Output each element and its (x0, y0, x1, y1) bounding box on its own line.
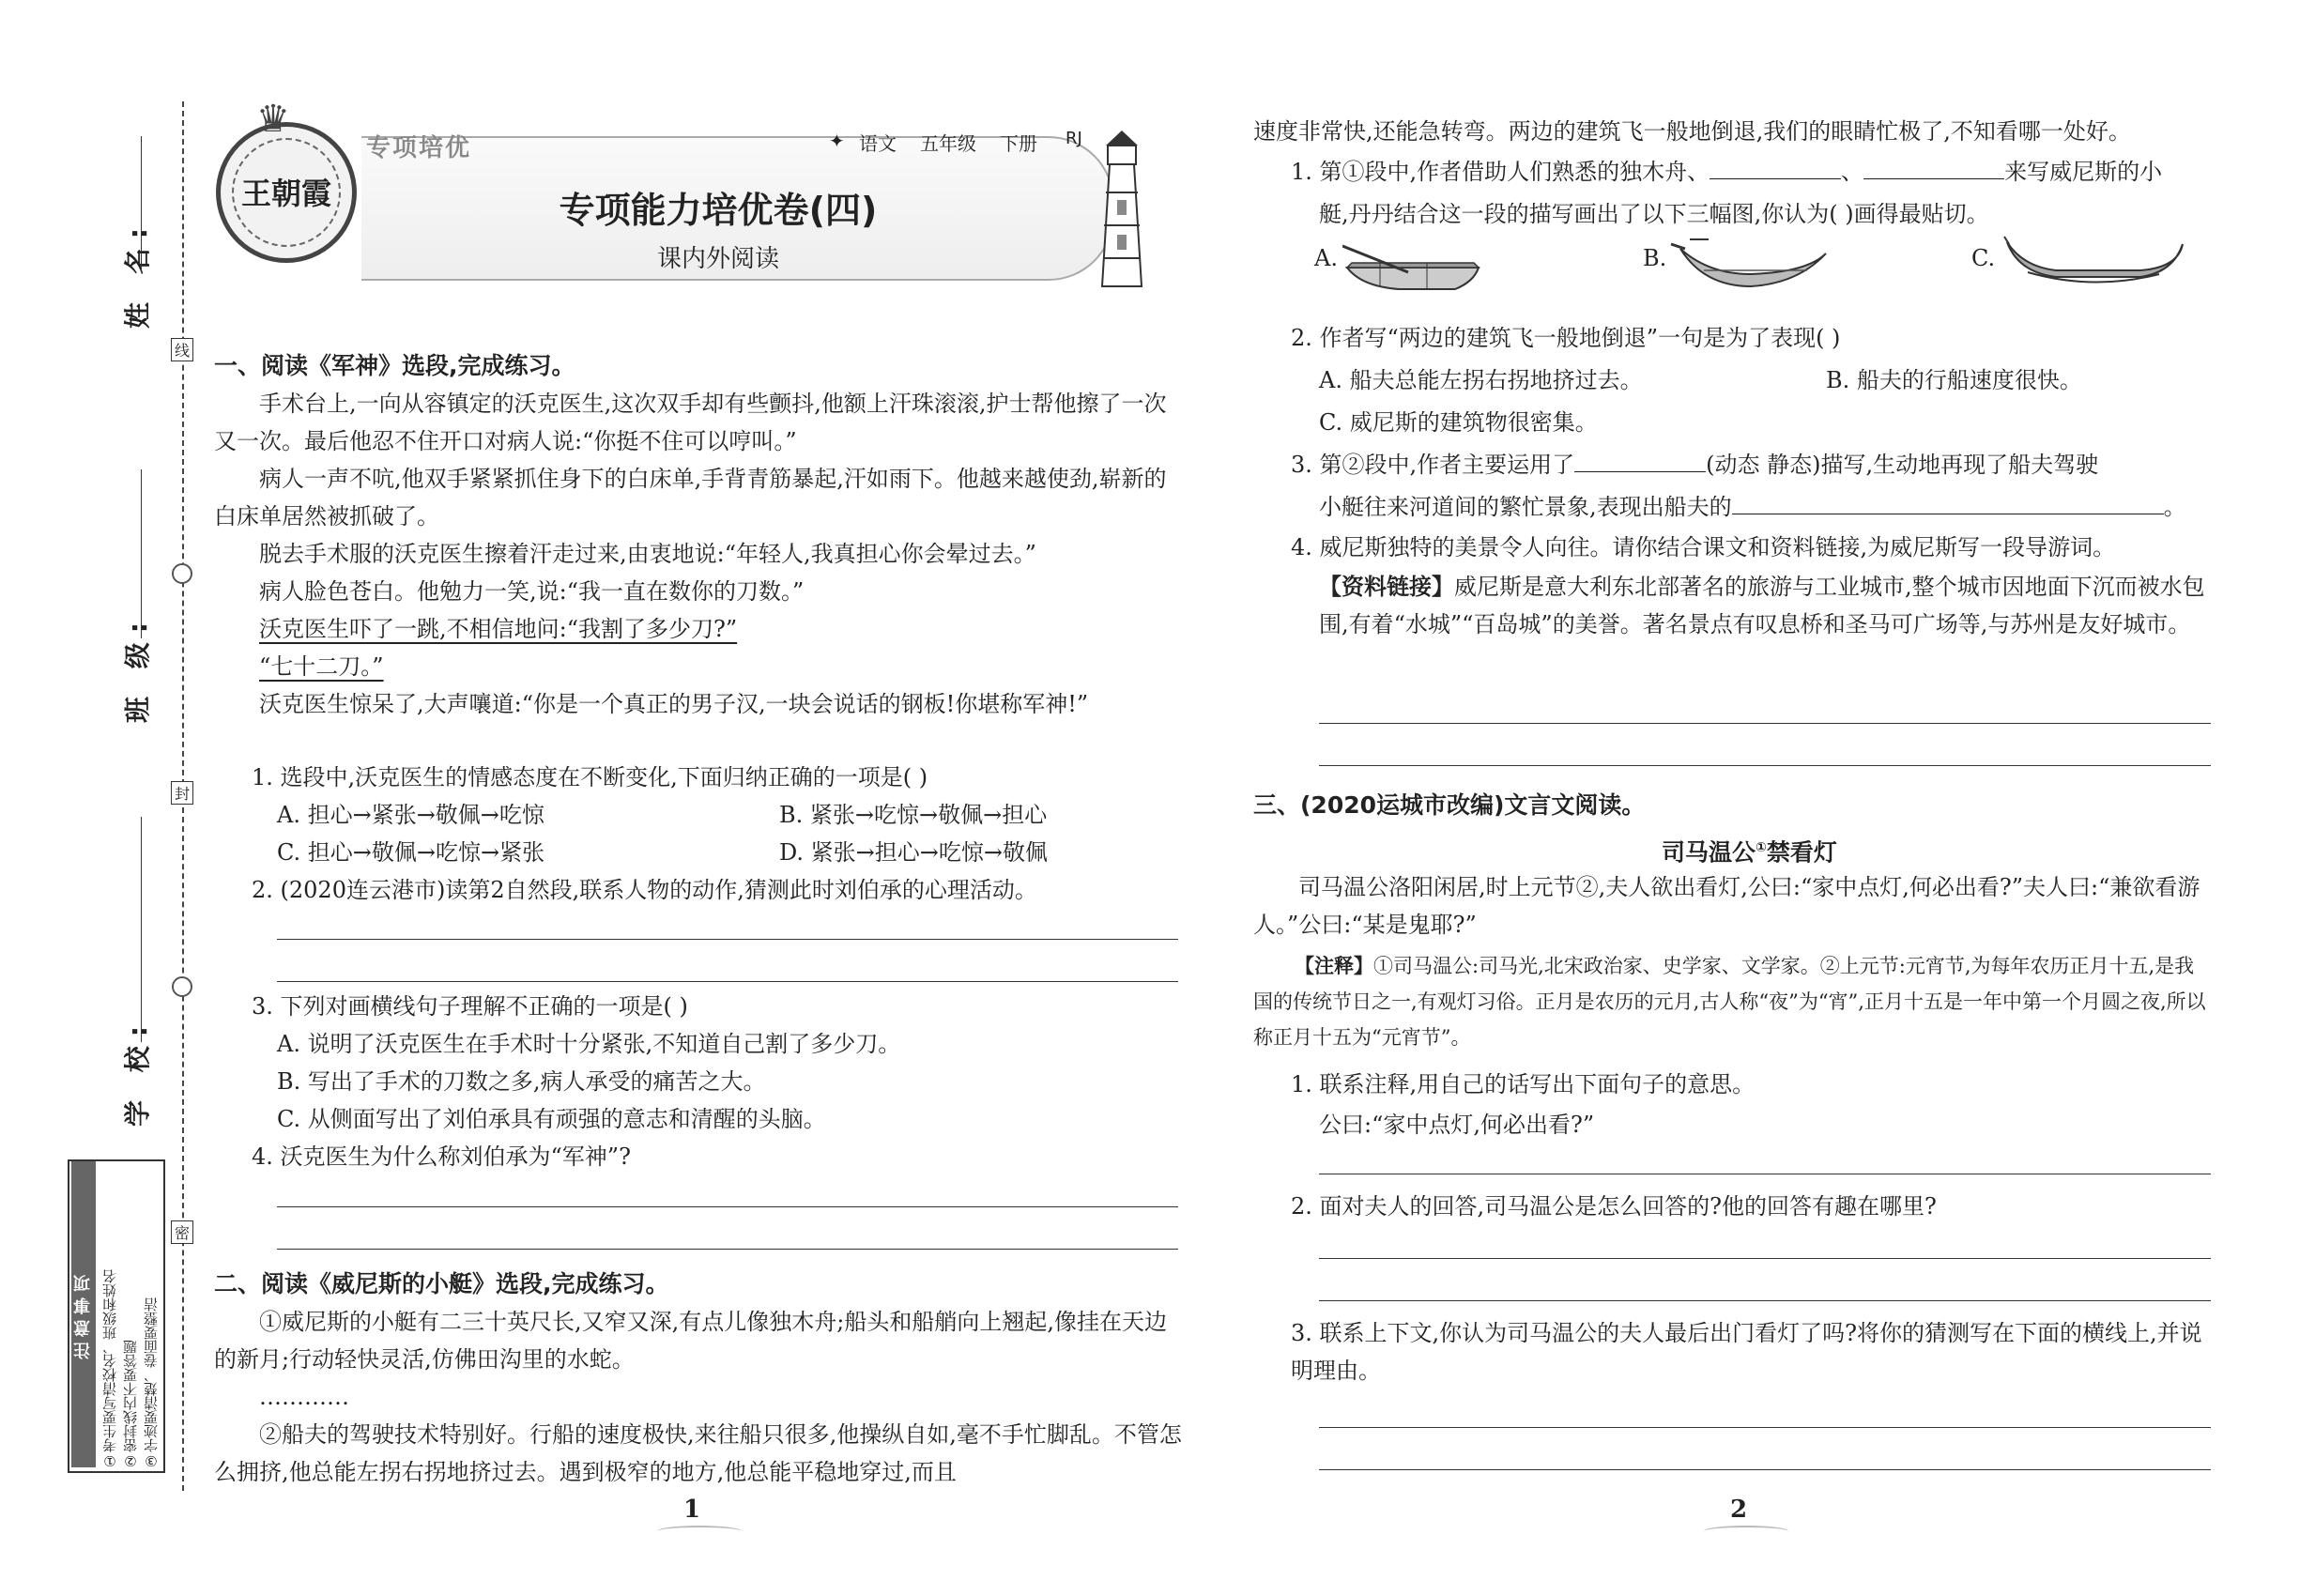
annotation-text: ①司马温公:司马光,北宋政治家、史学家、文学家。②上元节:元宵节,为每年农历正月十五,是我国的传统节日之一,有观灯习俗。正月是农历的元月,古人称“夜”为“宵”,正月十五是一年中第一个月圆之夜,所以称正月十五为“元宵节”。 (1253, 955, 2206, 1049)
question-text: 来写威尼斯的小 (2004, 159, 2163, 185)
paragraph: ②船夫的驾驶技术特别好。行船的速度极快,来往船只很多,他操纵自如,毫不手忙脚乱。不管怎么拥挤,他总能左拐右拐地挤过去。遇到极窄的地方,他总能平稳地穿过,而且 (214, 1421, 1182, 1485)
quoted-sentence: 公曰:“家中点灯,何必出看?” (1319, 1112, 1595, 1138)
school-field[interactable] (141, 817, 142, 1042)
question-4: 4. 沃克医生为什么称刘伯承为“军神”? (252, 1143, 631, 1170)
class-label: 班 级: (122, 613, 153, 723)
binding-strip (0, 0, 188, 1596)
answer-line[interactable] (277, 981, 1178, 982)
option-a[interactable]: A. 船夫总能左拐右拐地挤过去。 (1319, 367, 1643, 393)
crown-icon: ♛ (256, 98, 290, 141)
answer-line[interactable] (1319, 1469, 2211, 1470)
question-text: (动态 静态)描写,生动地再现了船夫驾驶 (1706, 452, 2099, 478)
question-1: 1. 联系注释,用自己的话写出下面句子的意思。 (1291, 1071, 1756, 1097)
option-b[interactable]: B. (1643, 245, 1667, 271)
annotation (1253, 948, 2211, 1055)
question-text: 3. 第②段中,作者主要运用了 (1291, 452, 1575, 478)
resource-link (1319, 568, 2211, 643)
poem-title (1662, 829, 1837, 871)
answer-line[interactable] (277, 1249, 1178, 1250)
underlined-sentence: “七十二刀。” (259, 653, 384, 680)
poem-title-text: 禁看灯 (1766, 838, 1837, 867)
ellipsis: ………… (259, 1384, 349, 1410)
question-3 (1291, 446, 2098, 483)
paragraph: 脱去手术服的沃克医生擦着汗走过来,由衷地说:“年轻人,我真担心你会晕过去。” (259, 541, 1036, 567)
section2-heading: 二、阅读《威尼斯的小艇》选段,完成练习。 (214, 1270, 669, 1297)
underlined-sentence: 沃克医生吓了一跳,不相信地问:“我割了多少刀?” (259, 616, 738, 642)
question-text: 1. 第①段中,作者借助人们熟悉的独木舟、 (1291, 159, 1710, 185)
fill-blank[interactable] (1732, 489, 2164, 514)
option-c[interactable]: C. (1971, 245, 1996, 271)
option-b[interactable]: B. 船夫的行船速度很快。 (1826, 367, 2082, 393)
notice-title: 注意事项 (71, 1161, 96, 1467)
seal-xian: 线 (171, 338, 193, 361)
option-a[interactable]: A. 说明了沃克医生在手术时十分紧张,不知道自己割了多少刀。 (277, 1031, 901, 1057)
header (202, 98, 1188, 296)
resource-link-text: 威尼斯是意大利东北部著名的旅游与工业城市,整个城市因地面下沉而被水包围,有着“水城”“百岛城”的美誉。著名景点有叹息桥和圣马可广场等,与苏州是友好城市。 (1319, 574, 2205, 637)
page-number-left: 1 (683, 1496, 701, 1524)
logo-text: 王朝霞 (240, 176, 331, 211)
answer-line[interactable] (277, 939, 1178, 940)
option-d[interactable]: D. 紧张→担心→吃惊→敬佩 (779, 839, 1048, 866)
section2-passage (214, 1303, 1186, 1491)
fill-blank[interactable] (1574, 447, 1706, 472)
answer-line[interactable] (1319, 1300, 2211, 1301)
notice-item: ③字迹要清楚、卷面要整洁 (143, 1297, 160, 1469)
notice-box (68, 1159, 165, 1473)
grade-label: 五年级 (920, 132, 976, 155)
question-2: 2. (2020连云港市)读第2自然段,联系人物的动作,猜测此时刘伯承的心理活动。 (252, 877, 1037, 903)
option-a[interactable]: A. 担心→紧张→敬佩→吃惊 (277, 802, 544, 828)
answer-line[interactable] (1319, 1427, 2211, 1428)
footnote-mark: ① (1756, 840, 1767, 855)
series-label: 专项培优 (366, 134, 472, 162)
poem-title-text: 司马温公 (1662, 838, 1756, 867)
answer-line[interactable] (277, 1206, 1178, 1207)
lighthouse-icon (1080, 127, 1164, 291)
question-1: 1. 选段中,沃克医生的情感态度在不断变化,下面归纳正确的一项是( ) (252, 764, 928, 790)
paragraph: 病人一声不吭,他双手紧紧抓住身下的白床单,手背青筋暴起,汗如雨下。他越来越使劲,崭新的白床单居然被抓破了。 (214, 466, 1167, 529)
question-text: 小艇往来河道间的繁忙景象,表现出船夫的 (1319, 494, 1732, 520)
name-label: 姓 名: (122, 219, 153, 329)
question-3: 3. 联系上下文,你认为司马温公的夫人最后出门看灯了吗?将你的猜测写在下面的横线上,并说明理由。 (1291, 1320, 2202, 1384)
question-text: 、 (1841, 159, 1864, 185)
ring-icon (172, 563, 192, 584)
annotation-label: 【注释】 (1295, 955, 1373, 977)
star-icon: ✦ (829, 130, 845, 152)
answer-line[interactable] (1319, 723, 2211, 724)
paragraph: 沃克医生惊呆了,大声嚷道:“你是一个真正的男子汉,一块会说话的钢板!你堪称军神!” (259, 691, 1089, 717)
page-subtitle: 课内外阅读 (656, 245, 779, 273)
brand-logo (216, 122, 357, 263)
school-label: 学 校: (122, 1017, 153, 1127)
question-2: 2. 面对夫人的回答,司马温公是怎么回答的?他的回答有趣在哪里? (1291, 1193, 1937, 1220)
question-1 (1291, 153, 2162, 191)
section1-passage (214, 385, 1186, 723)
seal-mi: 密 (171, 1220, 193, 1244)
option-c[interactable]: C. 从侧面写出了刘伯承具有顽强的意志和清醒的头脑。 (277, 1106, 826, 1132)
page-number-right: 2 (1730, 1496, 1748, 1524)
underlined-paragraph (214, 610, 1186, 648)
option-a[interactable]: A. (1314, 245, 1338, 271)
term-label: 下册 (1000, 132, 1037, 155)
question-3: 3. 下列对画横线句子理解不正确的一项是( ) (252, 993, 688, 1020)
page-ornament (657, 1526, 742, 1537)
option-b[interactable]: B. 紧张→吃惊→敬佩→担心 (779, 802, 1048, 828)
paragraph: ①威尼斯的小艇有二三十英尺长,又窄又深,有点儿像独木舟;船头和船艄向上翘起,像挂在天边的新月;行动轻快灵活,仿佛田沟里的水蛇。 (214, 1309, 1167, 1373)
class-field[interactable] (141, 469, 142, 638)
section1-heading: 一、阅读《军神》选段,完成练习。 (214, 352, 575, 379)
fill-blank[interactable] (1863, 154, 2004, 179)
boat-image-c[interactable] (2000, 235, 2187, 296)
option-b[interactable]: B. 写出了手术的刀数之多,病人承受的痛苦之大。 (277, 1068, 766, 1095)
classical-text: 司马温公洛阳闲居,时上元节②,夫人欲出看灯,公曰:“家中点灯,何必出看?”夫人曰:“兼欲看游人。”公曰:“某是鬼耶?” (1253, 874, 2200, 938)
paragraph-continued: 速度非常快,还能急转弯。两边的建筑飞一般地倒退,我们的眼睛忙极了,不知看哪一处好。 (1253, 118, 2131, 145)
answer-line[interactable] (1319, 765, 2211, 766)
boat-image-a[interactable] (1342, 235, 1483, 296)
question-text: 艇,丹丹结合这一段的描写画出了以下三幅图,你认为( )画得最贴切。 (1319, 201, 1989, 227)
paragraph: 手术台上,一向从容镇定的沃克医生,这次双手却有些颤抖,他额上汗珠滚滚,护士帮他擦了一次又一次。最后他忍不住开口对病人说:“你挺不住可以哼叫。” (214, 391, 1167, 454)
question-2: 2. 作者写“两边的建筑飞一般地倒退”一句是为了表现( ) (1291, 325, 1841, 351)
option-c[interactable]: C. 担心→敬佩→吃惊→紧张 (277, 839, 545, 866)
edition-label: RJ (1066, 129, 1082, 148)
notice-item: ①考生要写清校名、班级和姓名 (101, 1269, 118, 1469)
notice-item: ②密封线内不要答题 (122, 1340, 139, 1469)
underlined-paragraph (214, 648, 1186, 685)
question-4: 4. 威尼斯独特的美景令人向往。请你结合课文和资料链接,为威尼斯写一段导游词。 (1291, 534, 2116, 560)
answer-line[interactable] (1319, 1258, 2211, 1259)
question-3-line2 (1319, 488, 2186, 526)
subject-label: 语文 (859, 132, 897, 155)
option-c[interactable]: C. 威尼斯的建筑物很密集。 (1319, 409, 1598, 436)
question-text: 。 (2163, 494, 2186, 520)
fill-blank[interactable] (1710, 154, 1841, 179)
boat-image-b[interactable] (1666, 235, 1831, 296)
resource-link-label: 【资料链接】 (1319, 574, 1454, 600)
page-ornament (1704, 1526, 1788, 1537)
paragraph: 病人脸色苍白。他勉力一笑,说:“我一直在数你的刀数。” (259, 578, 805, 605)
section3-heading: 三、(2020运城市改编)文言文阅读。 (1253, 791, 1646, 819)
page-title: 专项能力培优卷(四) (559, 190, 878, 231)
seal-feng: 封 (171, 781, 193, 805)
ring-icon (172, 976, 192, 997)
name-field[interactable] (141, 136, 142, 272)
